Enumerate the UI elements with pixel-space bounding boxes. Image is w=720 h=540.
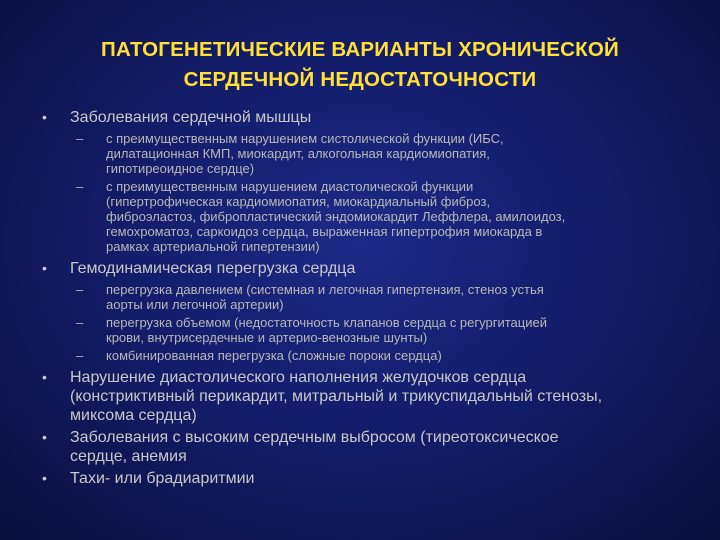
list-item-diastolic-filling <box>42 368 682 425</box>
bullet-marker: • <box>42 260 47 276</box>
list-item-hemodynamic-overload <box>42 259 682 363</box>
bullet-marker: • <box>42 369 47 385</box>
sub-list-item <box>76 348 682 363</box>
dash-marker: – <box>76 282 84 297</box>
sub-item-text: с преимущественным нарушением систолической функции (ИБС, дилатационная КМП, миокардит, алкогольная кардиомиопатия, гипотиреоидное сердце) <box>106 131 504 176</box>
list-item-text: Гемодинамическая перегрузка сердца <box>70 260 356 277</box>
slide-title-line-1: ПАТОГЕНЕТИЧЕСКИЕ ВАРИАНТЫ ХРОНИЧЕСКОЙ <box>101 38 619 61</box>
list-item-text: Тахи- или брадиаритмии <box>70 470 255 487</box>
list-item-arrhythmias <box>42 469 682 488</box>
bullet-marker: • <box>42 429 47 445</box>
list-item-myocardial-disease <box>42 108 682 254</box>
bullet-marker: • <box>42 109 47 125</box>
sub-list <box>70 282 682 363</box>
slide-title-line-2: СЕРДЕЧНОЙ НЕДОСТАТОЧНОСТИ <box>183 68 537 91</box>
list-item-high-output <box>42 428 682 466</box>
dash-marker: – <box>76 131 84 146</box>
sub-item-text: с преимущественным нарушением диастолической функции (гипертрофическая кардиомиопатия, миокардиальный фиброз, фиброэластоз, фибропластический эндомиокардит Леффлера, амилоидоз, гемохроматоз, саркоидоз сердца, выраженная гипертрофия миокарда в рамках артериальной гипертензии) <box>106 179 566 254</box>
sub-list-item <box>76 179 682 254</box>
dash-marker: – <box>76 315 84 330</box>
bullet-marker: • <box>42 470 47 486</box>
sub-list-item <box>76 131 682 176</box>
sub-list-item <box>76 282 682 312</box>
bullet-list <box>42 108 682 488</box>
sub-item-text: перегрузка объемом (недостаточность клапанов сердца с регургитацией крови, внутрисердечные и артерио-венозные шунты) <box>106 315 547 345</box>
list-item-text: Нарушение диастолического наполнения желудочков сердца (констриктивный перикардит, митральный и трикуспидальный стенозы, миксома сердца) <box>70 369 603 424</box>
sub-item-text: комбинированная перегрузка (сложные пороки сердца) <box>106 348 442 363</box>
sub-list-item <box>76 315 682 345</box>
slide-title <box>40 35 680 95</box>
list-item-text: Заболевания сердечной мышцы <box>70 109 312 126</box>
dash-marker: – <box>76 179 84 194</box>
sub-list <box>70 131 682 254</box>
dash-marker: – <box>76 348 84 363</box>
list-item-text: Заболевания с высоким сердечным выбросом (тиреотоксическое сердце, анемия <box>70 429 559 465</box>
sub-item-text: перегрузка давлением (системная и легочная гипертензия, стеноз устья аорты или легочной артерии) <box>106 282 544 312</box>
